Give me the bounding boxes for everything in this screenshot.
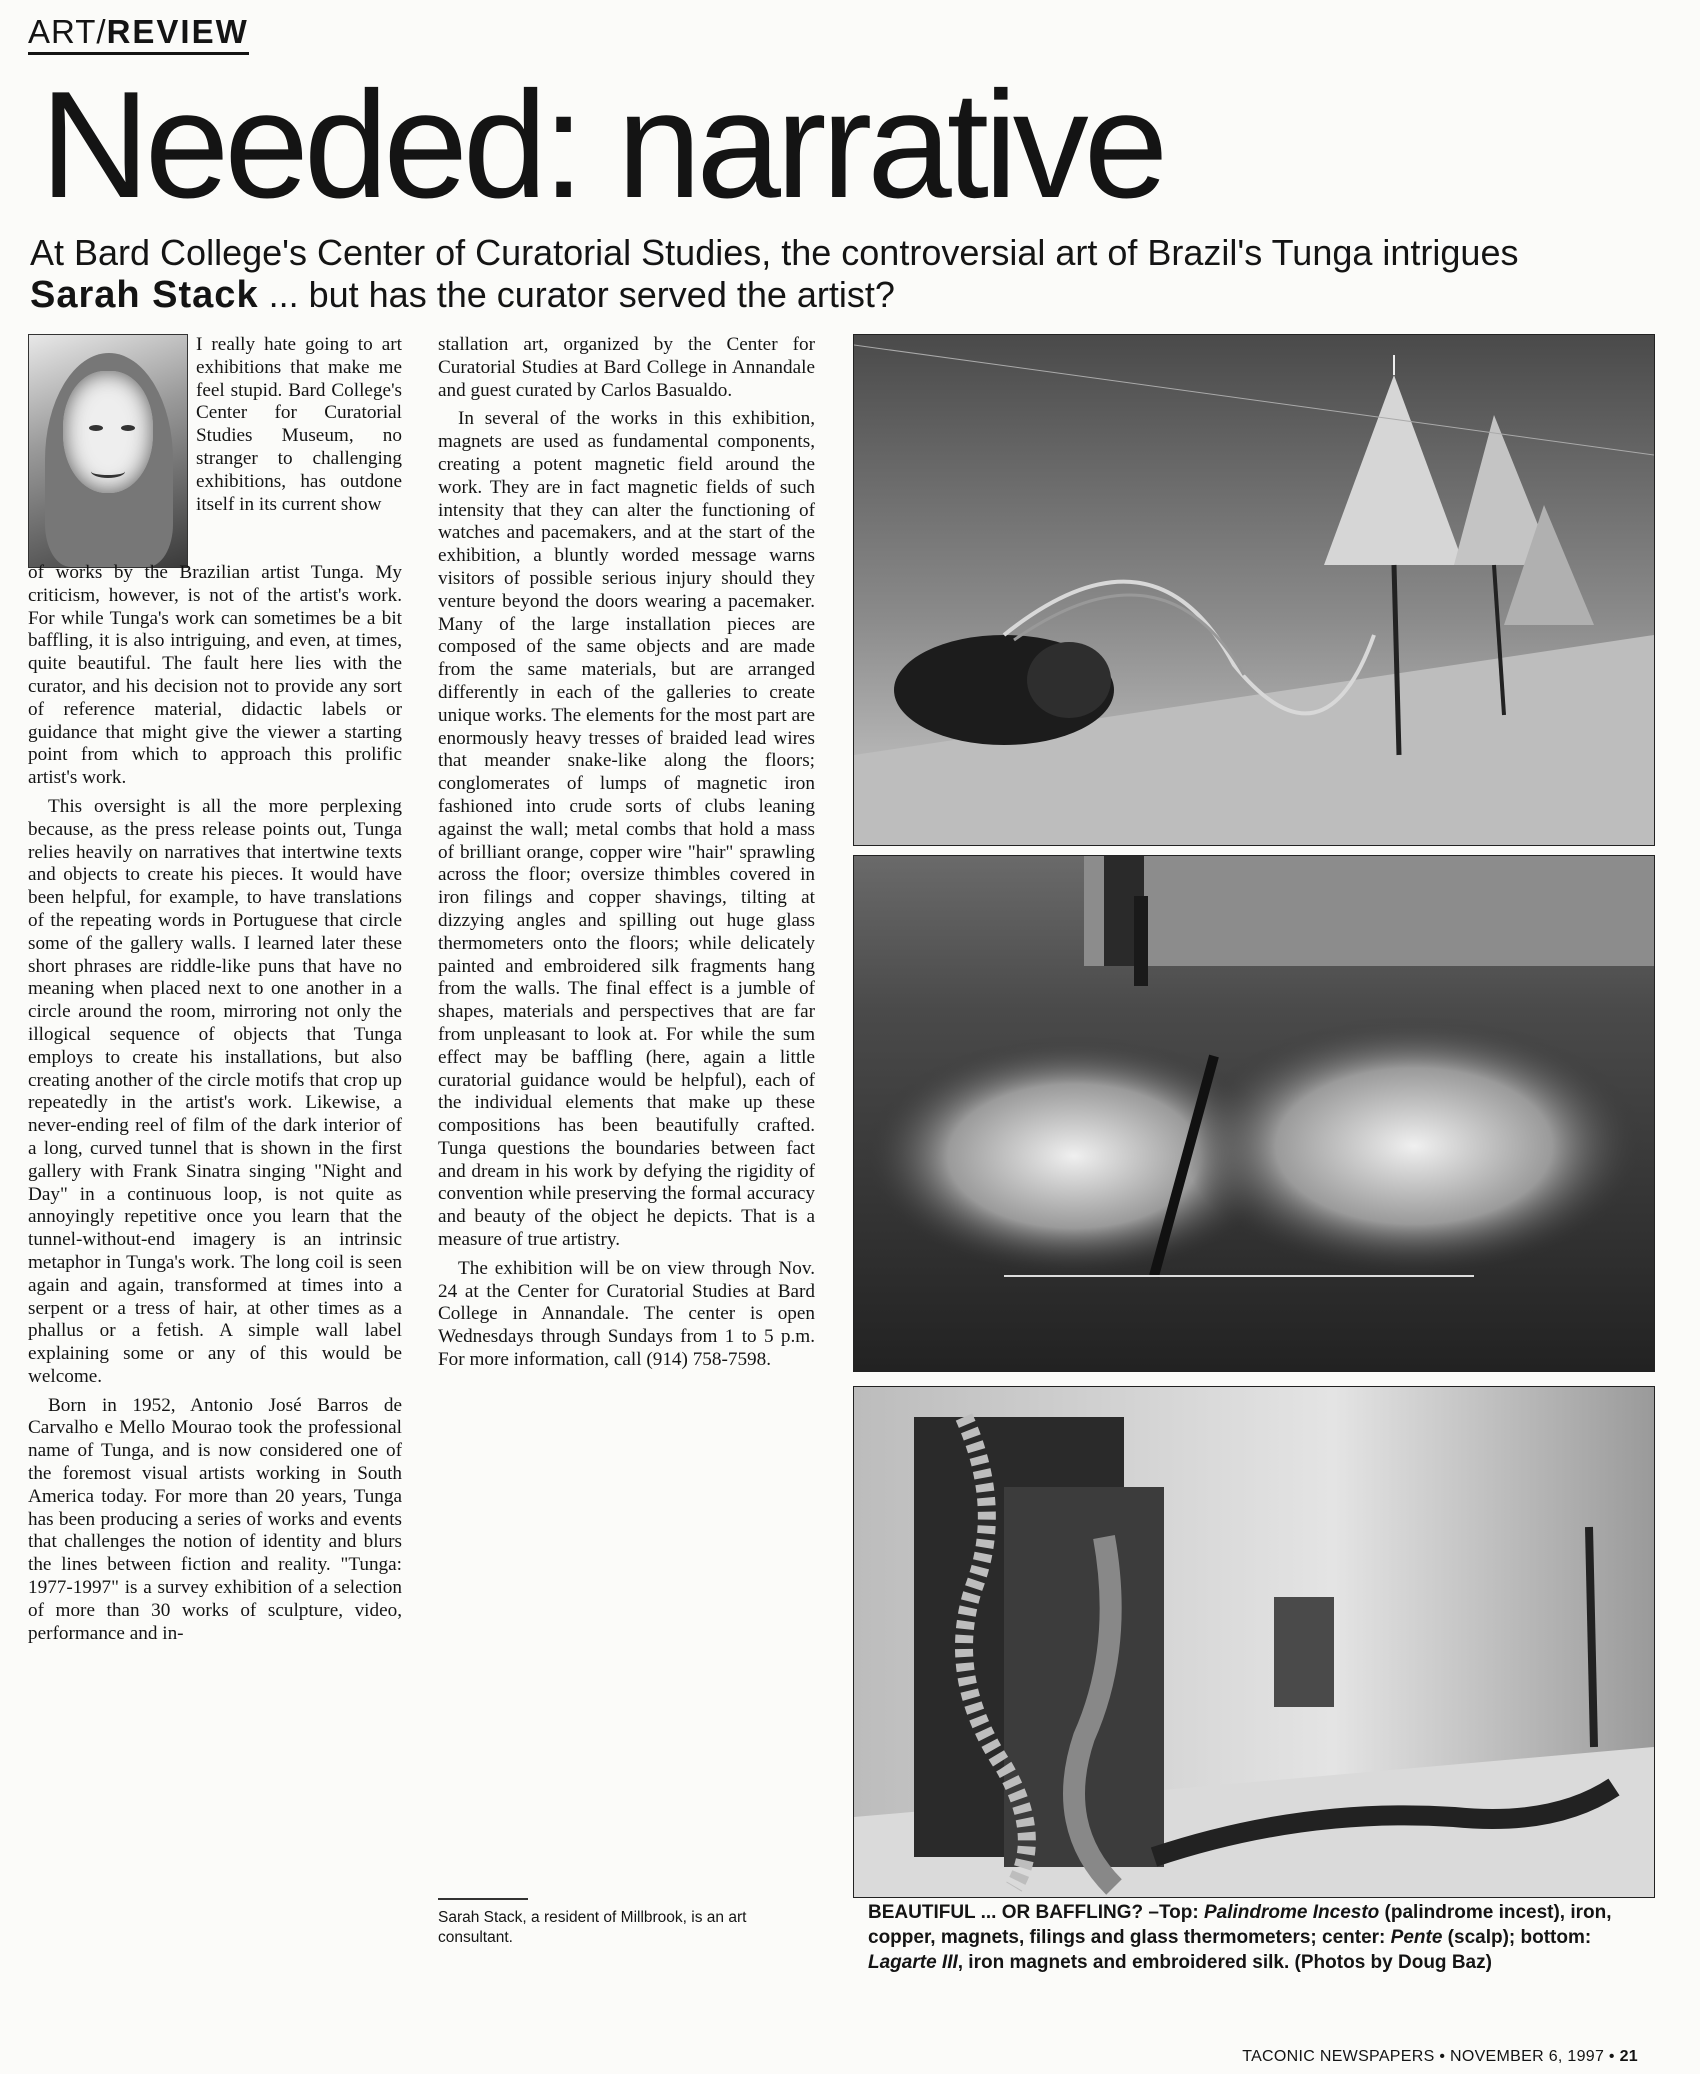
- photo-caption: [868, 1900, 1658, 1975]
- deck-line-1: At Bard College's Center of Curatorial Studies, the controversial art of Brazil's Tunga intrigues: [30, 232, 1519, 273]
- article-paragraph: stallation art, organized by the Center for Curatorial Studies at Bard College in Annandale and guest curated by Carlos Basualdo.: [438, 334, 815, 401]
- footer-separator: •: [1434, 2048, 1450, 2065]
- footer-separator: •: [1604, 2048, 1620, 2065]
- article-column-2: [438, 334, 815, 1372]
- caption-text-3: , iron magnets and embroidered silk. (Photos by Doug Baz): [957, 1952, 1492, 1973]
- article-column-1-wrap: [196, 334, 402, 516]
- deck: [30, 232, 1680, 316]
- article-paragraph: I really hate going to art exhibitions that make me feel stupid. Bard College's Center for Curatorial Studies Museum, no stranger to challenging exhibitions, has outdone itself in its current show: [196, 334, 402, 515]
- section-prefix: ART/: [28, 13, 107, 50]
- page-number: 21: [1619, 2048, 1638, 2065]
- photo-top: [853, 334, 1655, 846]
- article-paragraph: Born in 1952, Antonio José Barros de Carvalho e Mello Mourao took the professional name of Tunga, and is now considered one of the foremost visual artists working in South America today. For more than 20 years, Tunga has been producing a series of works and events that challenges the notion of identity and blurs the lines between fiction and reality. "Tunga: 1977-1997" is a survey exhibition of a selection of more than 30 works of sculpture, video, performance and in-: [28, 1394, 402, 1644]
- article-column-1: [28, 562, 402, 1645]
- photo-bottom: [853, 1386, 1655, 1898]
- bio-divider: [438, 1898, 528, 1900]
- portrait-mouth: [91, 465, 125, 478]
- caption-title-1: Palindrome Incesto: [1204, 1902, 1380, 1923]
- portrait-eye: [89, 425, 103, 431]
- section-label: REVIEW: [106, 13, 249, 50]
- caption-title-2: Pente: [1390, 1927, 1443, 1948]
- photo-bottom-image: [854, 1387, 1654, 1897]
- page-footer: [1242, 2048, 1638, 2066]
- deck-tagline: ... but has the curator served the artist?: [268, 274, 895, 315]
- author-portrait: [28, 334, 188, 568]
- article-paragraph: The exhibition will be on view through Nov. 24 at the Center for Curatorial Studies at Bard College in Annandale. The center is open Wednesdays through Sundays from 1 to 5 p.m. For more information, call (914) 758-7598.: [438, 1257, 815, 1371]
- footer-date: NOVEMBER 6, 1997: [1449, 2048, 1605, 2065]
- photo-middle: [853, 855, 1655, 1372]
- portrait-eye: [121, 425, 135, 431]
- caption-lead: BEAUTIFUL ... OR BAFFLING? –Top:: [868, 1902, 1204, 1923]
- article-paragraph: of works by the Brazilian artist Tunga. My criticism, however, is not of the artist's work. For while Tunga's work can sometimes be a bit baffling, it is also intriguing, and even, at times, quite beautiful. The fault here lies with the curator, and his decision not to provide any sort of reference material, didactic labels or guidance that might give the viewer a starting point from which to approach this prolific artist's work.: [28, 562, 402, 789]
- photo-middle-image: [854, 856, 1654, 1371]
- article-paragraph: This oversight is all the more perplexing because, as the press release points out, Tunga relies heavily on narratives that intertwine texts and objects to create his pieces. It would have been helpful, for example, to have translations of the repeating words in Portuguese that circle some of the gallery walls. I learned later these short phrases are riddle-like puns that have no meaning when placed next to one another in a circle around the room, mirroring not only the illogical sequence of objects that Tunga employs to create his installations, but also creating another of the circle motifs that crop up repeatedly in the artist's work. Likewise, a never-ending reel of film of the dark interior of a long, curved tunnel that is shown in the first gallery with Frank Sinatra singing "Night and Day" in a continuous loop, is not quite as annoyingly repetitive once you learn that the tunnel-without-end imagery is an intrinsic metaphor in Tunga's work. The long coil is seen again and again, transformed at times into a serpent or a tress of hair, at other times as a phallus or a fetish. A simple wall label explaining some or any of this would be welcome.: [28, 795, 402, 1387]
- headline: Needed: narrative: [40, 60, 1164, 230]
- caption-text-2: (scalp); bottom:: [1442, 1927, 1592, 1948]
- author-bio: Sarah Stack, a resident of Millbrook, is an art consultant.: [438, 1909, 747, 1946]
- article-paragraph: In several of the works in this exhibition, magnets are used as fundamental components, creating a potent magnetic field around the work. They are in fact magnetic fields of such intensity that they can alter the functioning of watches and pacemakers, and at the start of the exhibition, a bluntly worded message warns visitors of possible serious injury should they venture beyond the doors wearing a pacemaker. Many of the large installation pieces are composed of the same objects and are made from the same materials, but are arranged differently in each of the galleries to create unique works. The elements for the most part are enormously heavy tresses of braided lead wires that meander snake-like along the floors; conglomerates of lumps of magnetic iron fashioned into crude sorts of clubs leaning against the wall; metal combs that hold a mass of brilliant orange, copper wire "hair" sprawling across the floor; oversize thimbles covered in iron filings and copper shavings, tilting at dizzying angles and spilling out huge glass thermometers onto the floors; while delicately painted and embroidered silk fragments hang from the walls. The final effect is a jumble of shapes, materials and perspectives that are far from unpleasant to look at. For while the sum effect may be baffling (here, again a little curatorial guidance would be helpful), each of the individual elements that make up these compositions has been beautifully crafted. Tunga questions the boundaries between fact and dream in his work by defying the rigidity of convention while preserving the formal accuracy and beauty of the object he depicts. That is a measure of true artistry.: [438, 408, 815, 1251]
- photo-top-image: [854, 335, 1654, 845]
- deck-line-2: [30, 274, 1680, 316]
- section-tag: [28, 14, 249, 55]
- caption-title-3: Lagarte III: [868, 1952, 958, 1973]
- author-byline: Sarah Stack: [30, 274, 259, 316]
- caption-text-1: (palindrome incest), iron, copper, magnets, filings and glass thermometers; center:: [868, 1902, 1612, 1948]
- footer-publication: TACONIC NEWSPAPERS: [1242, 2048, 1435, 2065]
